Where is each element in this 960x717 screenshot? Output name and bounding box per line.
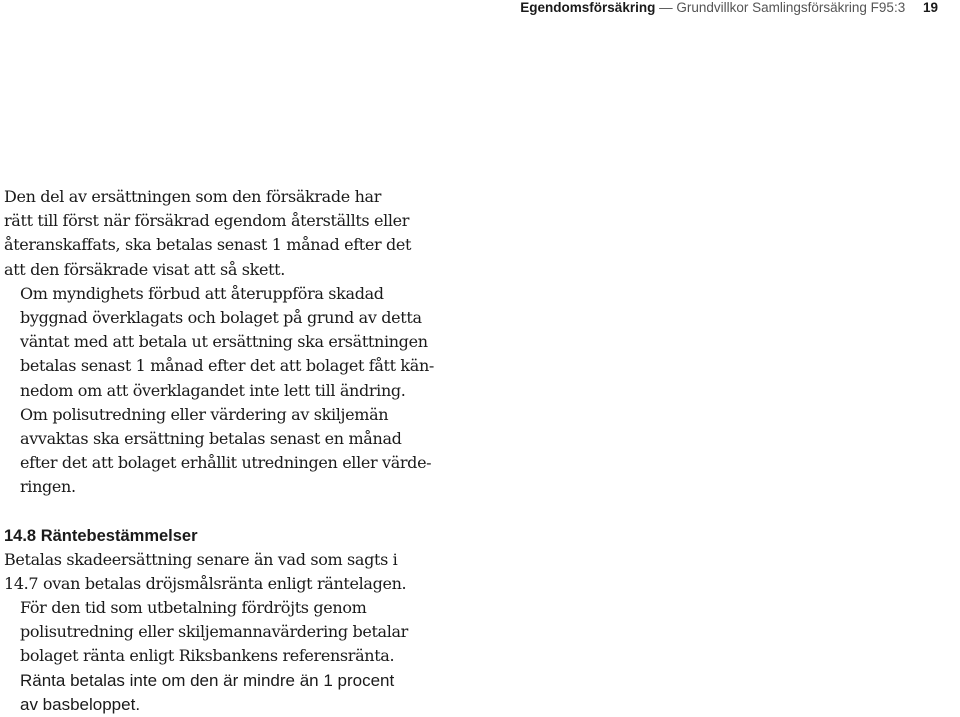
page-content	[4, 185, 456, 717]
text-line: väntat med att betala ut ersättning ska ersättningen	[20, 332, 428, 352]
text-line: återanskaffats, ska betalas senast 1 månad efter det	[4, 235, 412, 255]
page-number: 19	[922, 0, 938, 15]
text-line: Om polisutredning eller värdering av skiljemän	[20, 404, 389, 424]
text-line: nedom om att överklagandet inte lett till ändring.	[20, 380, 406, 400]
text-line: Betalas skadeersättning senare än vad som sagts i	[4, 549, 398, 569]
text-line: Om myndighets förbud att återuppföra skadad	[20, 283, 384, 303]
header-separator: —	[659, 0, 673, 15]
text-line: avvaktas ska ersättning betalas senast en månad	[20, 429, 402, 449]
section-spacer	[4, 500, 456, 524]
text-line: Den del av ersättningen som den försäkrade har	[4, 187, 382, 206]
document-title: Egendomsförsäkring	[520, 0, 656, 15]
paragraph-payment-after-restoration	[4, 185, 456, 282]
paragraph-late-payment-interest	[4, 548, 456, 596]
text-line: byggnad överklagats och bolaget på grund av detta	[20, 308, 422, 328]
text-line: bolaget ränta enligt Riksbankens referensränta.	[20, 646, 395, 666]
text-line: av basbeloppet.	[20, 694, 141, 714]
paragraph-minimum-interest	[4, 669, 456, 717]
text-line: att den försäkrade visat att så skett.	[4, 259, 285, 279]
paragraph-police-investigation	[4, 403, 456, 500]
text-line: rätt till först när försäkrad egendom återställts eller	[4, 211, 410, 231]
text-line: 14.7 ovan betalas dröjsmålsränta enligt räntelagen.	[4, 573, 407, 593]
document-subtitle: Grundvillkor Samlingsförsäkring F95:3	[676, 0, 906, 15]
text-line: polisutredning eller skiljemannavärdering betalar	[20, 622, 408, 642]
text-line: efter det att bolaget erhållit utredningen eller värde-	[20, 453, 432, 473]
text-line: Ränta betalas inte om den är mindre än 1 procent	[20, 670, 395, 690]
text-line: betalas senast 1 månad efter det att bolaget fått kän-	[20, 356, 434, 376]
text-line: ringen.	[20, 477, 76, 497]
paragraph-reference-rate	[4, 596, 456, 669]
section-heading-interest: 14.8 Räntebestämmelser	[4, 526, 198, 545]
text-line: För den tid som utbetalning fördröjts genom	[20, 598, 367, 618]
paragraph-authority-ban-appeal	[4, 282, 456, 403]
running-header	[520, 0, 938, 16]
